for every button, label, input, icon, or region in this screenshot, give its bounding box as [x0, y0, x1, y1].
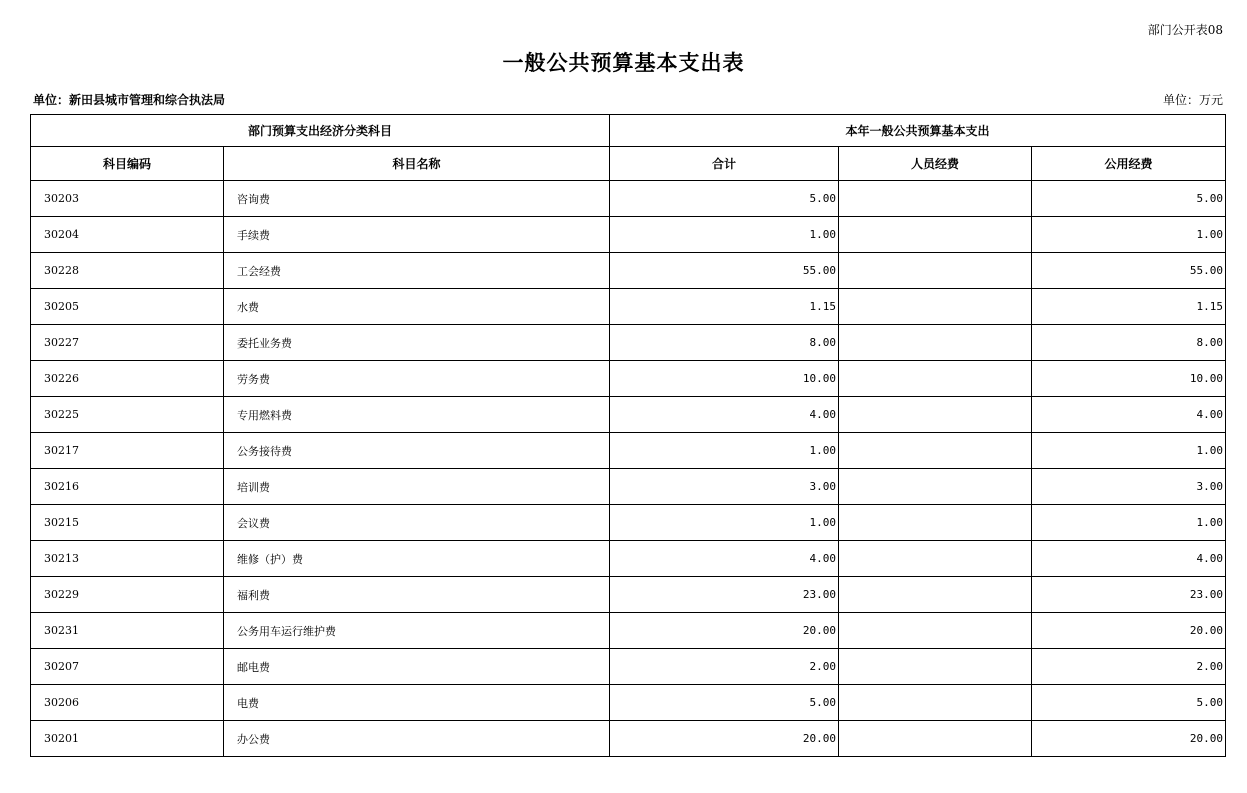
- cell-personnel: [839, 541, 1032, 577]
- table-row: [31, 253, 1226, 289]
- table-row: [31, 613, 1226, 649]
- cell-personnel: [839, 685, 1032, 721]
- cell-total: 4.00: [610, 397, 839, 433]
- table-row: [31, 541, 1226, 577]
- cell-name: 公务用车运行维护费: [224, 613, 610, 649]
- cell-public: 20.00: [1032, 721, 1226, 757]
- cell-code: 30205: [31, 289, 224, 325]
- table-row: [31, 361, 1226, 397]
- cell-personnel: [839, 253, 1032, 289]
- cell-total: 1.00: [610, 217, 839, 253]
- table-row: [31, 505, 1226, 541]
- cell-total: 5.00: [610, 181, 839, 217]
- table-body: [31, 181, 1226, 757]
- cell-personnel: [839, 577, 1032, 613]
- table-row: [31, 577, 1226, 613]
- cell-total: 3.00: [610, 469, 839, 505]
- cell-total: 20.00: [610, 721, 839, 757]
- cell-personnel: [839, 217, 1032, 253]
- cell-code: 30231: [31, 613, 224, 649]
- cell-public: 3.00: [1032, 469, 1226, 505]
- column-header-public: 公用经费: [1032, 147, 1226, 181]
- cell-public: 55.00: [1032, 253, 1226, 289]
- cell-total: 1.00: [610, 505, 839, 541]
- cell-code: 30217: [31, 433, 224, 469]
- cell-personnel: [839, 289, 1032, 325]
- table-row: [31, 433, 1226, 469]
- cell-personnel: [839, 613, 1032, 649]
- cell-total: 2.00: [610, 649, 839, 685]
- cell-total: 4.00: [610, 541, 839, 577]
- cell-public: 1.00: [1032, 433, 1226, 469]
- cell-code: 30207: [31, 649, 224, 685]
- cell-public: 4.00: [1032, 397, 1226, 433]
- cell-code: 30226: [31, 361, 224, 397]
- cell-total: 1.00: [610, 433, 839, 469]
- cell-name: 会议费: [224, 505, 610, 541]
- cell-name: 劳务费: [224, 361, 610, 397]
- cell-name: 培训费: [224, 469, 610, 505]
- cell-code: 30228: [31, 253, 224, 289]
- cell-public: 5.00: [1032, 685, 1226, 721]
- cell-name: 邮电费: [224, 649, 610, 685]
- cell-code: 30215: [31, 505, 224, 541]
- cell-public: 4.00: [1032, 541, 1226, 577]
- column-header-personnel: 人员经费: [839, 147, 1032, 181]
- cell-name: 公务接待费: [224, 433, 610, 469]
- cell-code: 30203: [31, 181, 224, 217]
- currency-unit: 单位：万元: [1162, 93, 1223, 107]
- cell-name: 电费: [224, 685, 610, 721]
- cell-name: 维修（护）费: [224, 541, 610, 577]
- cell-name: 办公费: [224, 721, 610, 757]
- cell-code: 30229: [31, 577, 224, 613]
- page-title: 一般公共预算基本支出表: [502, 50, 745, 75]
- cell-public: 1.00: [1032, 217, 1226, 253]
- cell-personnel: [839, 469, 1032, 505]
- cell-public: 10.00: [1032, 361, 1226, 397]
- table-column-header-row: [31, 147, 1226, 181]
- cell-public: 8.00: [1032, 325, 1226, 361]
- table-row: [31, 217, 1226, 253]
- cell-total: 55.00: [610, 253, 839, 289]
- table-row: [31, 685, 1226, 721]
- cell-public: 5.00: [1032, 181, 1226, 217]
- table-group-header-row: [31, 115, 1226, 147]
- cell-code: 30213: [31, 541, 224, 577]
- cell-name: 手续费: [224, 217, 610, 253]
- cell-code: 30216: [31, 469, 224, 505]
- cell-total: 5.00: [610, 685, 839, 721]
- cell-name: 专用燃料费: [224, 397, 610, 433]
- table-row: [31, 289, 1226, 325]
- table-row: [31, 649, 1226, 685]
- cell-personnel: [839, 433, 1032, 469]
- form-number: 部门公开表08: [1147, 23, 1223, 37]
- cell-name: 工会经费: [224, 253, 610, 289]
- cell-personnel: [839, 721, 1032, 757]
- cell-name: 水费: [224, 289, 610, 325]
- cell-code: 30204: [31, 217, 224, 253]
- cell-personnel: [839, 181, 1032, 217]
- cell-code: 30227: [31, 325, 224, 361]
- cell-total: 8.00: [610, 325, 839, 361]
- cell-total: 10.00: [610, 361, 839, 397]
- cell-name: 福利费: [224, 577, 610, 613]
- cell-personnel: [839, 505, 1032, 541]
- cell-code: 30225: [31, 397, 224, 433]
- cell-personnel: [839, 325, 1032, 361]
- cell-public: 1.15: [1032, 289, 1226, 325]
- cell-personnel: [839, 397, 1032, 433]
- column-header-code: 科目编码: [31, 147, 224, 181]
- group-header-classification: 部门预算支出经济分类科目: [31, 115, 610, 147]
- cell-personnel: [839, 649, 1032, 685]
- cell-name: 委托业务费: [224, 325, 610, 361]
- cell-total: 20.00: [610, 613, 839, 649]
- cell-public: 1.00: [1032, 505, 1226, 541]
- budget-table: [30, 114, 1226, 757]
- cell-personnel: [839, 361, 1032, 397]
- cell-total: 23.00: [610, 577, 839, 613]
- table-row: [31, 469, 1226, 505]
- table-row: [31, 721, 1226, 757]
- cell-code: 30206: [31, 685, 224, 721]
- cell-total: 1.15: [610, 289, 839, 325]
- table-row: [31, 181, 1226, 217]
- group-header-basic-expenditure: 本年一般公共预算基本支出: [610, 115, 1226, 147]
- column-header-total: 合计: [610, 147, 839, 181]
- cell-public: 23.00: [1032, 577, 1226, 613]
- department-unit: 单位：新田县城市管理和综合执法局: [33, 93, 226, 107]
- cell-public: 2.00: [1032, 649, 1226, 685]
- cell-public: 20.00: [1032, 613, 1226, 649]
- cell-name: 咨询费: [224, 181, 610, 217]
- table-row: [31, 325, 1226, 361]
- table-row: [31, 397, 1226, 433]
- cell-code: 30201: [31, 721, 224, 757]
- column-header-name: 科目名称: [224, 147, 610, 181]
